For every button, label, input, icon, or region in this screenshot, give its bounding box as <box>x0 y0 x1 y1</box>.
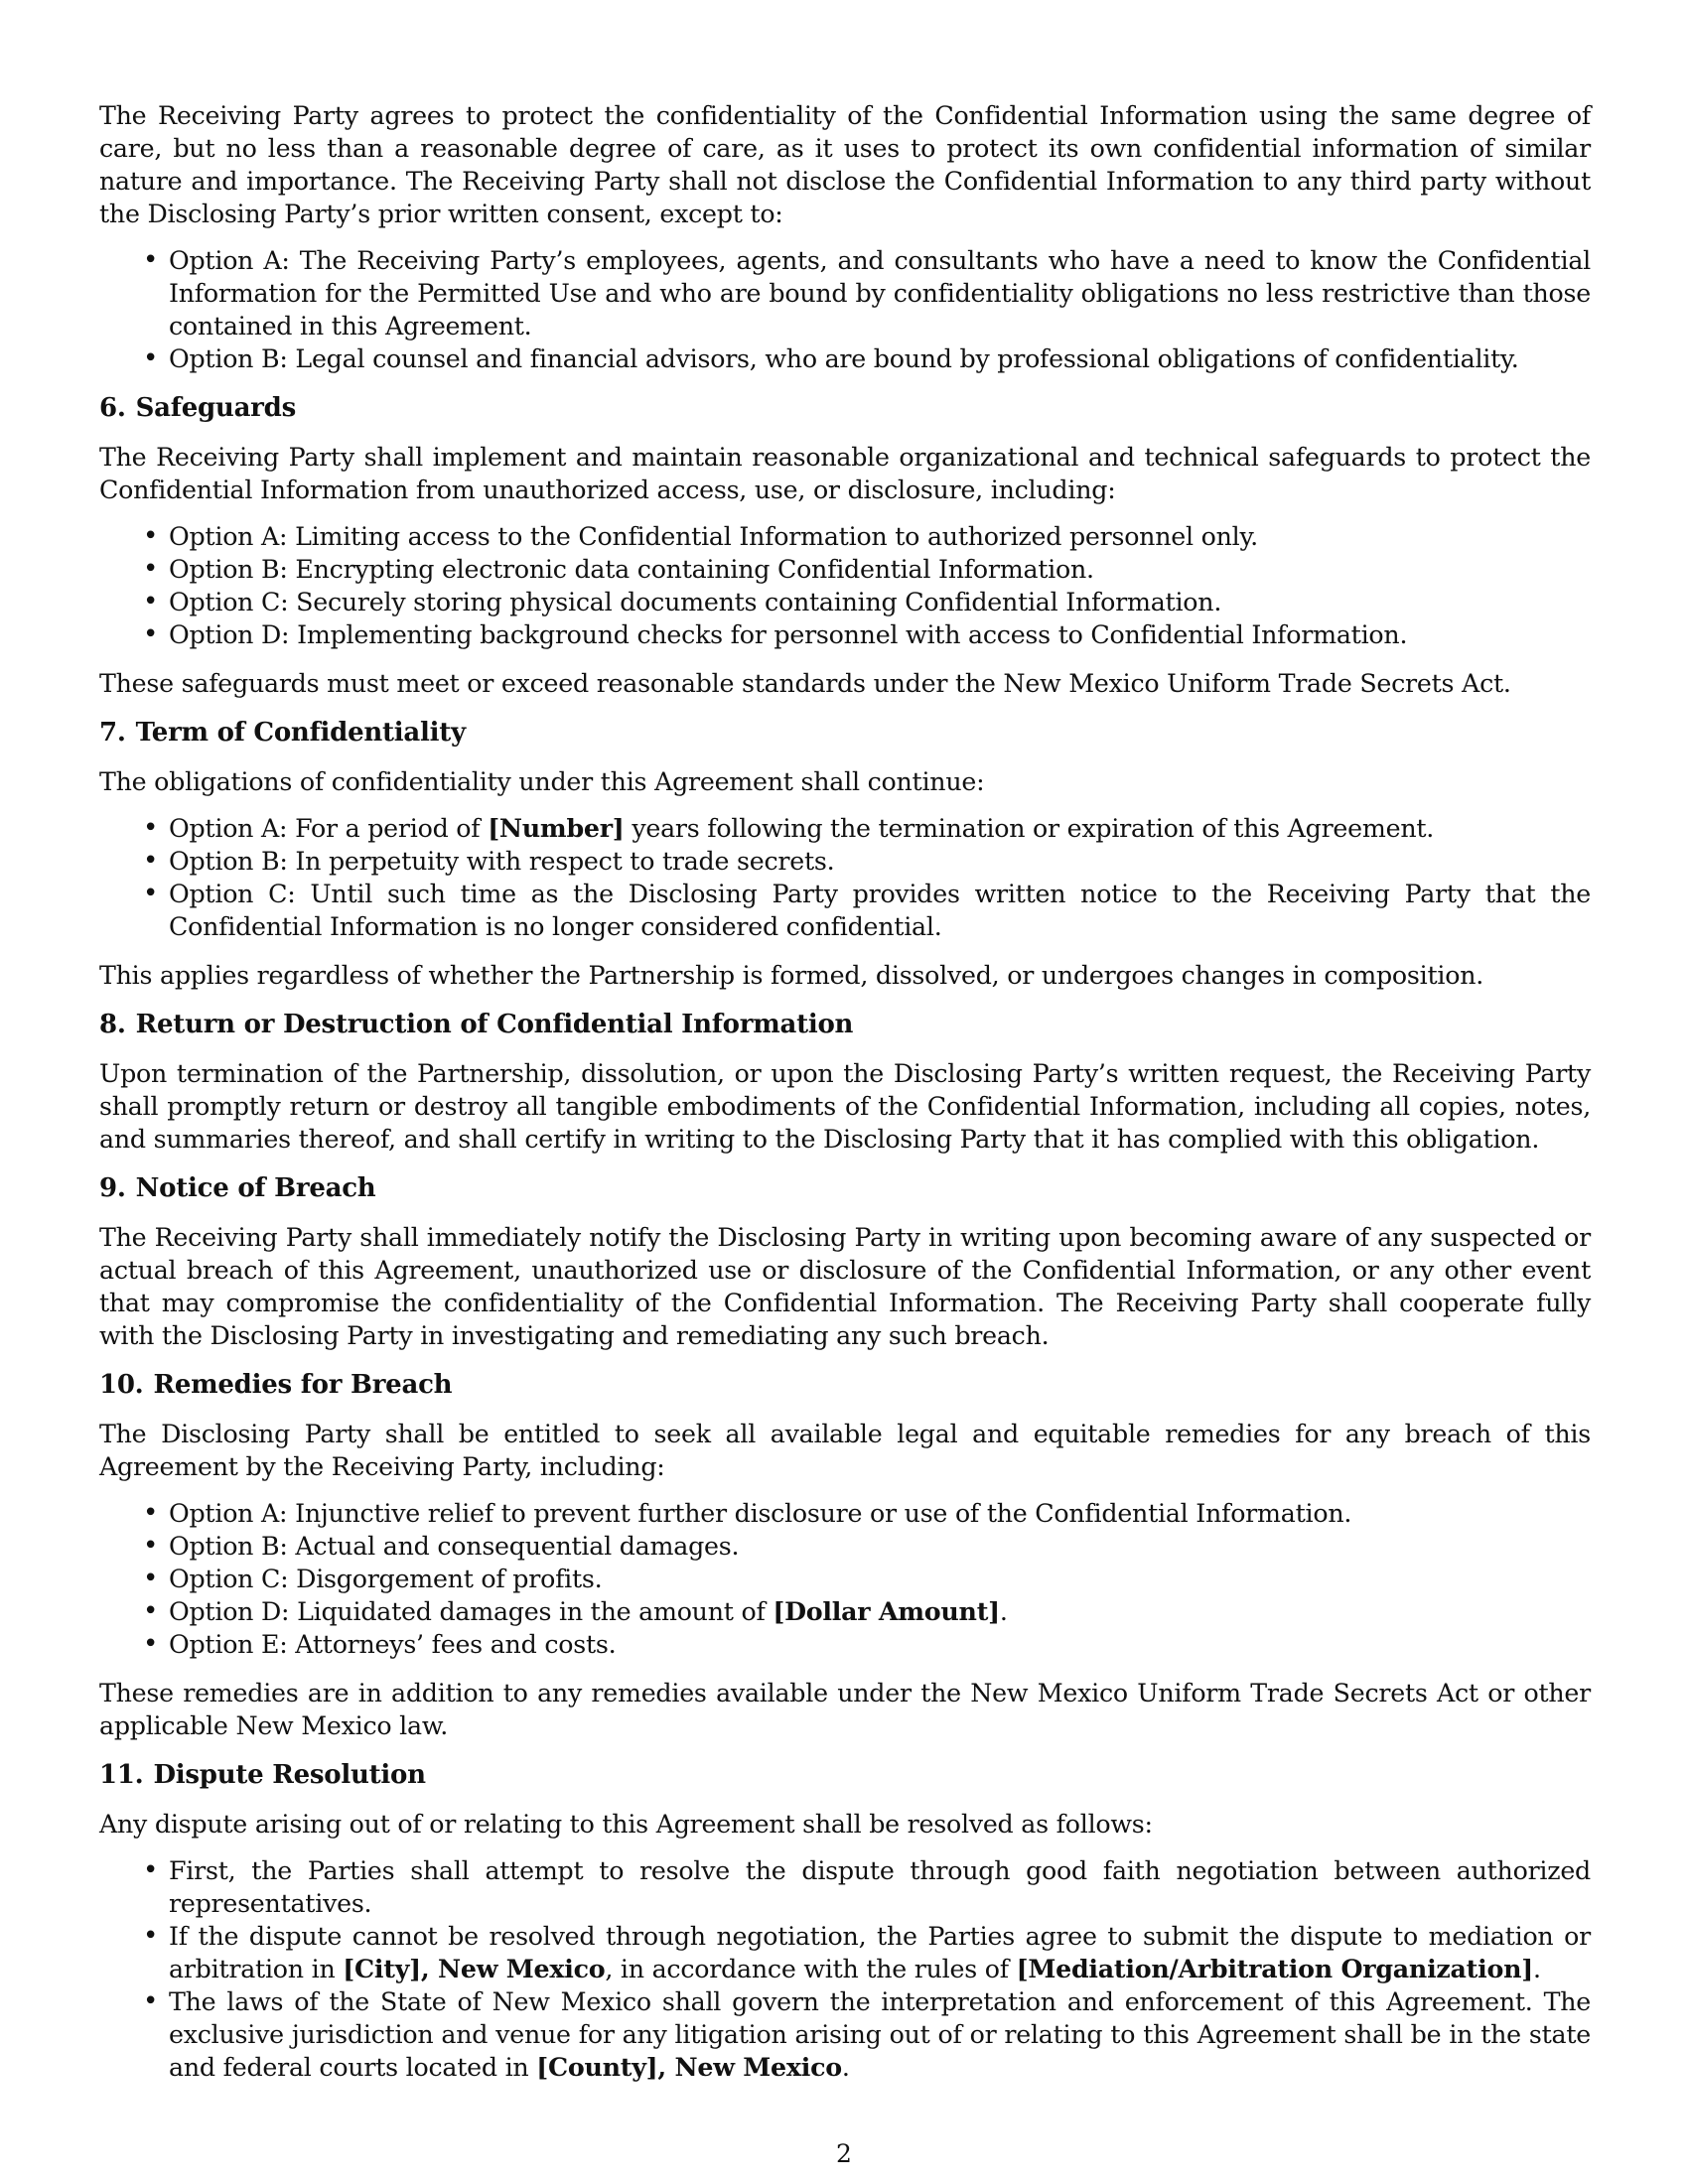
list-item: • Option E: Attorneys’ fees and costs. <box>169 1628 1591 1661</box>
section-8-paragraph: Upon termination of the Partnership, dissolution, or upon the Disclosing Party’s written request, the Receiving Party shall promptly return or destroy all tangible embodiments of the Confidential Information, including all copies, notes, and summaries thereof, and shall certify in writing to the Disclosing Party that it has complied with this obligation. <box>99 1059 1591 1154</box>
section-number: 10. <box>99 1370 144 1400</box>
section-9-paragraph: The Receiving Party shall immediately notify the Disclosing Party in writing upon becoming aware of any suspected or actual breach of this Agreement, unauthorized use or disclosure of the Confidential Information, or any other event that may compromise the confidentiality of the Confidential Information. The Receiving Party shall cooperate fully with the Disclosing Party in investigating and remediating any such breach. <box>99 1223 1591 1350</box>
section-number: 6. <box>99 393 126 423</box>
section-number: 9. <box>99 1173 126 1203</box>
section-number: 8. <box>99 1010 126 1039</box>
section-6-heading <box>99 391 1591 425</box>
section-8-heading <box>99 1008 1591 1041</box>
list-item: • Option A: Limiting access to the Confidential Information to authorized personnel only. <box>169 520 1591 553</box>
page-number: 2 <box>836 2139 852 2168</box>
placeholder-county: [County], New Mexico <box>536 2052 842 2082</box>
list-item: • Option A: Injunctive relief to prevent further disclosure or use of the Confidential Information. <box>169 1497 1591 1530</box>
text-run: Option A: For a period of <box>169 814 489 843</box>
section-number: 7. <box>99 718 126 748</box>
list-item: • First, the Parties shall attempt to resolve the dispute through good faith negotiation between authorized representatives. <box>169 1854 1591 1920</box>
section-10-closing: These remedies are in addition to any remedies available under the New Mexico Uniform Trade Secrets Act or other applicable New Mexico law. <box>99 1679 1591 1740</box>
section-number: 11. <box>99 1760 144 1790</box>
document-body <box>99 99 1591 2084</box>
section-6-paragraph: The Receiving Party shall implement and maintain reasonable organizational and technical safeguards to protect the Confidential Information from unauthorized access, use, or disclosure, including: <box>99 443 1591 504</box>
section-7-heading <box>99 716 1591 750</box>
placeholder-city: [City], New Mexico <box>343 1954 606 1983</box>
list-item <box>169 1985 1591 2084</box>
placeholder-dollar-amount: [Dollar Amount] <box>773 1596 1000 1626</box>
list-item: • Option C: Securely storing physical documents containing Confidential Information. <box>169 586 1591 618</box>
section-11-paragraph: Any dispute arising out of or relating to this Agreement shall be resolved as follows: <box>99 1810 1153 1839</box>
list-item: • Option B: In perpetuity with respect to trade secrets. <box>169 845 1591 878</box>
list-item <box>169 812 1591 845</box>
section-6-closing: These safeguards must meet or exceed reasonable standards under the New Mexico Uniform Trade Secrets Act. <box>99 669 1511 698</box>
text-run: . <box>999 1597 1008 1626</box>
list-item: • Option B: Legal counsel and financial advisors, who are bound by professional obligations of confidentiality. <box>169 342 1591 375</box>
section-11-heading <box>99 1758 1591 1792</box>
list-item <box>169 1920 1591 1985</box>
text-run: . <box>841 2053 850 2082</box>
section-6-list <box>99 520 1591 651</box>
list-item: • Option B: Actual and consequential damages. <box>169 1530 1591 1563</box>
list-item <box>169 1595 1591 1628</box>
section-10-heading <box>99 1368 1591 1402</box>
section-9-heading <box>99 1171 1591 1205</box>
list-item: • Option D: Implementing background checks for personnel with access to Confidential Information. <box>169 618 1591 651</box>
section-7-list <box>99 812 1591 943</box>
text-run: If the dispute cannot be resolved through negotiation, the Parties agree to submit the dispute to mediation or arbitration in <box>169 1922 1591 1983</box>
intro-list <box>99 244 1591 375</box>
list-item: • Option C: Until such time as the Disclosing Party provides written notice to the Receiving Party that the Confidential Information is no longer considered confidential. <box>169 878 1591 943</box>
section-title: Notice of Breach <box>135 1173 376 1203</box>
section-title: Dispute Resolution <box>153 1760 426 1790</box>
section-title: Remedies for Breach <box>153 1370 453 1400</box>
placeholder-number: [Number] <box>488 813 625 843</box>
intro-paragraph: The Receiving Party agrees to protect the confidentiality of the Confidential Information using the same degree of care, but no less than a reasonable degree of care, as it uses to protect its own confidential information of similar nature and importance. The Receiving Party shall not disclose the Confidential Information to any third party without the Disclosing Party’s prior written consent, except to: <box>99 101 1591 228</box>
list-item: • Option C: Disgorgement of profits. <box>169 1563 1591 1595</box>
section-title: Term of Confidentiality <box>135 718 466 748</box>
placeholder-organization: [Mediation/Arbitration Organization] <box>1016 1954 1533 1983</box>
section-10-list <box>99 1497 1591 1661</box>
text-run: , in accordance with the rules of <box>605 1955 1017 1983</box>
text-run: Option D: Liquidated damages in the amount of <box>169 1597 774 1626</box>
section-11-list <box>99 1854 1591 2084</box>
section-10-paragraph: The Disclosing Party shall be entitled to seek all available legal and equitable remedies for any breach of this Agreement by the Receiving Party, including: <box>99 1420 1591 1481</box>
section-7-paragraph: The obligations of confidentiality under this Agreement shall continue: <box>99 767 985 796</box>
text-run: The laws of the State of New Mexico shall govern the interpretation and enforcement of this Agreement. The exclusive jurisdiction and venue for any litigation arising out of or relating to this Agreement shall be in the state and federal courts located in <box>169 1987 1591 2082</box>
list-item: • Option A: The Receiving Party’s employees, agents, and consultants who have a need to know the Confidential Information for the Permitted Use and who are bound by confidentiality obligations no less restrictive than those contained in this Agreement. <box>169 244 1591 342</box>
section-title: Safeguards <box>135 393 296 423</box>
section-7-closing: This applies regardless of whether the Partnership is formed, dissolved, or undergoes changes in composition. <box>99 961 1484 990</box>
text-run: years following the termination or expiration of this Agreement. <box>624 814 1435 843</box>
text-run: . <box>1532 1955 1541 1983</box>
list-item: • Option B: Encrypting electronic data containing Confidential Information. <box>169 553 1591 586</box>
section-title: Return or Destruction of Confidential Information <box>135 1010 854 1039</box>
